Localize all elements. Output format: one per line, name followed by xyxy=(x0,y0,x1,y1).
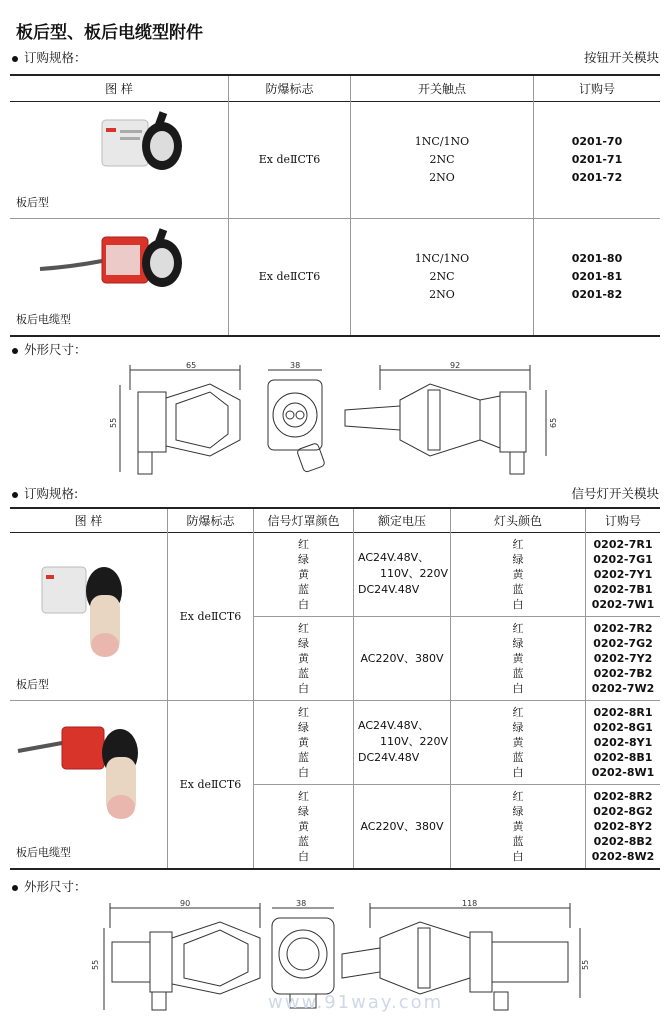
color-white: 白 xyxy=(298,597,309,611)
product-image-cell xyxy=(10,700,168,869)
color-red: 红 xyxy=(298,705,309,719)
code-5: 0202-7W1 xyxy=(591,597,655,611)
dim-38: 38 xyxy=(290,361,301,370)
lamp-cable-module-image xyxy=(10,701,167,865)
color-green: 绿 xyxy=(298,636,309,650)
color-green: 绿 xyxy=(298,720,309,734)
row-caption: 板后电缆型 xyxy=(16,312,71,326)
lamp-white: 白 xyxy=(512,765,524,779)
code-3: 0202-7Y2 xyxy=(593,651,653,665)
code-4: 0202-7B1 xyxy=(593,582,653,596)
lamp-colors xyxy=(451,700,586,784)
lamp-green: 绿 xyxy=(512,552,524,566)
code-4: 0202-7B2 xyxy=(593,666,653,680)
voltage-line-1: AC24V.48V、 xyxy=(358,719,430,733)
dim-55: 55 xyxy=(91,959,100,970)
section2-label xyxy=(12,484,78,502)
code-2: 0202-7G2 xyxy=(593,636,653,650)
bullet-icon xyxy=(12,56,18,62)
lamp-blue: 蓝 xyxy=(512,582,524,596)
voltage: AC220V、380V xyxy=(354,784,451,868)
order-codes xyxy=(586,784,661,868)
dim-38: 38 xyxy=(296,899,307,908)
code-1: 0201-70 xyxy=(571,134,623,148)
order-codes xyxy=(586,532,661,616)
color-blue: 蓝 xyxy=(298,834,309,848)
cover-colors xyxy=(254,700,354,784)
dims2-label-text: 外形尺寸： xyxy=(24,879,87,894)
product-image-cell xyxy=(10,101,229,218)
contact-2: 2NC xyxy=(429,269,455,283)
ex-mark: Ex deⅡCT6 xyxy=(229,101,351,218)
header-code: 订购号 xyxy=(604,513,641,528)
section1-label xyxy=(12,48,87,66)
dim-55-right: 55 xyxy=(581,959,590,970)
header-lamp-color: 灯头颜色 xyxy=(451,508,586,532)
watermark: www.91way.com xyxy=(268,992,444,1013)
dim-118: 118 xyxy=(462,899,478,908)
header-mark: 防爆标志 xyxy=(168,508,254,532)
lamp-blue: 蓝 xyxy=(512,750,524,764)
lamp-blue: 蓝 xyxy=(512,834,524,848)
code-4: 0202-8B2 xyxy=(593,834,653,848)
header-code: 订购号 xyxy=(578,81,615,96)
code-3: 0202-7Y1 xyxy=(593,567,653,581)
dim-92: 92 xyxy=(450,361,461,370)
header-figure: 图 样 xyxy=(10,75,229,101)
button-module-table xyxy=(10,74,660,337)
bullet-icon xyxy=(12,348,18,354)
lamp-green: 绿 xyxy=(512,720,524,734)
color-red: 红 xyxy=(298,789,309,803)
order-codes xyxy=(586,700,661,784)
order-codes xyxy=(534,218,661,336)
code-1: 0202-8R2 xyxy=(593,789,653,803)
lamp-white: 白 xyxy=(512,681,524,695)
group-caption: 板后电缆型 xyxy=(16,845,71,859)
code-4: 0202-8B1 xyxy=(593,750,653,764)
contact-3: 2NO xyxy=(429,287,455,301)
cover-colors xyxy=(254,532,354,616)
bullet-icon xyxy=(12,492,18,498)
voltage-line-2: 110V、220V xyxy=(379,735,448,749)
code-2: 0202-8G1 xyxy=(593,720,653,734)
header-lamp-cover: 信号灯罩颜色 xyxy=(254,508,354,532)
header-mark: 防爆标志 xyxy=(229,75,351,101)
lamp-yellow: 黄 xyxy=(512,651,524,665)
voltage-line-1: AC24V.48V、 xyxy=(358,551,430,564)
voltage xyxy=(354,700,451,784)
contact-2: 2NC xyxy=(429,152,455,166)
code-2: 0202-7G1 xyxy=(593,552,653,566)
lamp-white: 白 xyxy=(512,597,524,611)
code-2: 0202-8G2 xyxy=(593,804,653,818)
lamp-red: 红 xyxy=(512,789,524,803)
code-5: 0202-7W2 xyxy=(591,681,655,695)
color-white: 白 xyxy=(298,849,309,863)
code-1: 0201-80 xyxy=(571,251,623,265)
code-1: 0202-7R2 xyxy=(593,621,653,635)
code-1: 0202-7R1 xyxy=(593,537,653,551)
lamp-red: 红 xyxy=(512,705,524,719)
lamp-red: 红 xyxy=(512,537,524,551)
lamp-colors xyxy=(451,532,586,616)
code-3: 0201-82 xyxy=(571,287,623,301)
color-blue: 蓝 xyxy=(298,582,309,596)
dim-55: 55 xyxy=(109,417,118,428)
color-red: 红 xyxy=(298,537,309,551)
section1-right-label: 按钮开关模块 xyxy=(583,50,659,65)
code-3: 0202-8Y2 xyxy=(593,819,653,833)
lamp-blue: 蓝 xyxy=(512,666,524,680)
dims1-label xyxy=(12,340,87,358)
lamp-green: 绿 xyxy=(512,804,524,818)
table-row xyxy=(10,532,660,616)
lamp-yellow: 黄 xyxy=(512,735,524,749)
code-2: 0201-71 xyxy=(571,152,623,166)
lamp-yellow: 黄 xyxy=(512,567,524,581)
section1-label-text: 订购规格： xyxy=(24,50,87,65)
header-figure: 图 样 xyxy=(10,508,168,532)
dim-65-right: 65 xyxy=(549,417,558,428)
dim-90: 90 xyxy=(180,899,191,908)
cover-colors xyxy=(254,784,354,868)
color-blue: 蓝 xyxy=(298,750,309,764)
contacts xyxy=(351,101,534,218)
color-white: 白 xyxy=(298,765,309,779)
code-1: 0202-8R1 xyxy=(593,705,653,719)
lamp-colors xyxy=(451,784,586,868)
code-5: 0202-8W1 xyxy=(591,765,655,779)
dims1-label-text: 外形尺寸： xyxy=(24,342,87,357)
color-red: 红 xyxy=(298,621,309,635)
code-3: 0202-8Y1 xyxy=(593,735,653,749)
ex-mark: Ex deⅡCT6 xyxy=(168,532,254,700)
row-caption: 板后型 xyxy=(16,195,49,209)
color-green: 绿 xyxy=(298,804,309,818)
voltage xyxy=(354,532,451,616)
color-yellow: 黄 xyxy=(298,651,309,665)
contacts xyxy=(351,218,534,336)
color-yellow: 黄 xyxy=(298,735,309,749)
group-caption: 板后型 xyxy=(16,677,49,691)
voltage-line-2: 110V、220V xyxy=(379,567,448,580)
lamp-white: 白 xyxy=(512,849,524,863)
bullet-icon xyxy=(12,885,18,891)
lamp-module-image xyxy=(10,533,167,697)
product-image-cell xyxy=(10,218,229,336)
table-row xyxy=(10,101,660,218)
cover-colors xyxy=(254,616,354,700)
dims2-label xyxy=(12,877,87,895)
color-yellow: 黄 xyxy=(298,819,309,833)
voltage-line-3: DC24V.48V xyxy=(358,583,420,596)
dim-65: 65 xyxy=(186,361,197,370)
color-white: 白 xyxy=(298,681,309,695)
signal-lamp-table xyxy=(10,507,660,870)
header-contacts: 开关触点 xyxy=(351,75,534,101)
lamp-yellow: 黄 xyxy=(512,819,524,833)
ex-mark: Ex deⅡCT6 xyxy=(229,218,351,336)
section2-right-label: 信号灯开关模块 xyxy=(571,486,659,501)
ex-mark: Ex deⅡCT6 xyxy=(168,700,254,869)
lamp-green: 绿 xyxy=(512,636,524,650)
table-row xyxy=(10,700,660,784)
contact-1: 1NC/1NO xyxy=(414,134,470,148)
code-2: 0201-81 xyxy=(571,269,623,283)
color-green: 绿 xyxy=(298,552,309,566)
section2-label-text: 订购规格: xyxy=(24,486,79,501)
product-image-cell xyxy=(10,532,168,700)
voltage: AC220V、380V xyxy=(354,616,451,700)
dimension-drawing-1 xyxy=(110,360,560,480)
contact-1: 1NC/1NO xyxy=(414,251,470,265)
table-row xyxy=(10,218,660,336)
lamp-red: 红 xyxy=(512,621,524,635)
color-yellow: 黄 xyxy=(298,567,309,581)
page-title: 板后型、板后电缆型附件 xyxy=(16,23,203,43)
contact-3: 2NO xyxy=(429,170,455,184)
code-3: 0201-72 xyxy=(571,170,623,184)
order-codes xyxy=(534,101,661,218)
voltage-line-3: DC24V.48V xyxy=(358,751,420,765)
color-blue: 蓝 xyxy=(298,666,309,680)
header-voltage: 额定电压 xyxy=(354,508,451,532)
lamp-colors xyxy=(451,616,586,700)
code-5: 0202-8W2 xyxy=(591,849,655,863)
order-codes xyxy=(586,616,661,700)
